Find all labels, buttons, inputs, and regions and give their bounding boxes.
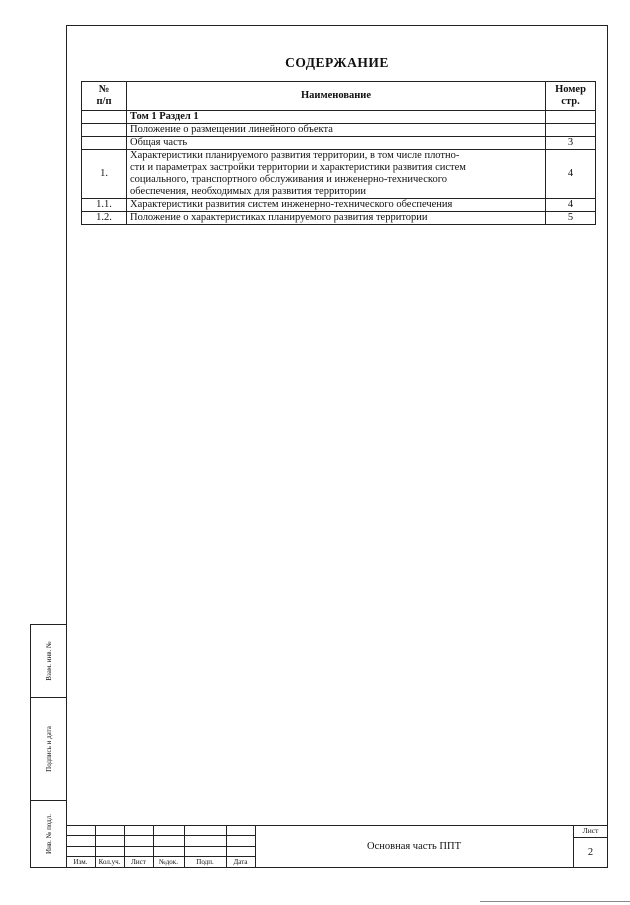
header-num-line2: п/п	[96, 96, 112, 107]
sidebar-inv-podl	[30, 801, 66, 868]
table-header-row	[82, 82, 596, 111]
stamp-col-kol-uch: Кол.уч.	[98, 858, 121, 866]
sidebar-inv-podl-label: Инв. № подл.	[44, 814, 53, 854]
table-row	[82, 212, 596, 225]
stamp-col-izm: Изм.	[73, 858, 88, 866]
stamp-col-list: Лист	[131, 858, 146, 866]
table-row	[82, 111, 596, 124]
header-page-line1: Номер	[555, 84, 586, 95]
stamp-col-data: Дата	[233, 858, 248, 866]
scan-artifact-line	[480, 901, 630, 902]
row-name-line: сти и параметрах застройки территории и характеристики развития систем	[130, 162, 466, 173]
title-block	[66, 825, 608, 868]
page-title: СОДЕРЖАНИЕ	[285, 55, 389, 70]
header-num-line1: №	[98, 84, 110, 95]
row-page: 4	[546, 199, 596, 212]
sidebar-podpis-data-label: Подпись и дата	[44, 726, 53, 772]
row-num	[82, 111, 127, 124]
row-name: Общая часть	[127, 137, 546, 150]
row-page: 5	[546, 212, 596, 225]
header-num	[82, 82, 127, 111]
row-page	[546, 124, 596, 137]
header-name: Наименование	[127, 82, 546, 111]
row-page: 4	[546, 150, 596, 199]
table-row	[82, 199, 596, 212]
header-page	[546, 82, 596, 111]
row-name: Положение о размещении линейного объекта	[127, 124, 546, 137]
row-name-line: Характеристики планируемого развития территории, в том числе плотно-	[130, 150, 460, 161]
table-row	[82, 124, 596, 137]
row-num	[82, 124, 127, 137]
row-name: Характеристики развития систем инженерно-технического обеспечения	[127, 199, 546, 212]
row-page: 3	[546, 137, 596, 150]
sidebar-podpis-data	[30, 698, 66, 801]
stamp-col-ndok: №док.	[159, 858, 178, 866]
row-num	[82, 137, 127, 150]
contents-table	[81, 81, 596, 225]
document-name: Основная часть ППТ	[367, 841, 461, 852]
sidebar-vzam-inv	[30, 624, 66, 698]
sheet-number: 2	[587, 847, 594, 858]
header-page-line2: стр.	[561, 96, 580, 107]
row-num: 1.	[82, 150, 127, 199]
table-row	[82, 150, 596, 199]
left-sidebar-stamp	[30, 624, 66, 868]
row-name-line: социального, транспортного обслуживания и инженерно-технического	[130, 174, 447, 185]
row-name: Том 1 Раздел 1	[127, 111, 546, 124]
stamp-col-podp: Подп.	[196, 858, 214, 866]
row-name: Положение о характеристиках планируемого развития территории	[127, 212, 546, 225]
row-name-line: обеспечения, необходимых для развития территории	[130, 186, 367, 197]
row-num: 1.1.	[82, 199, 127, 212]
table-row	[82, 137, 596, 150]
row-page	[546, 111, 596, 124]
sidebar-vzam-inv-label: Взам. инв. №	[44, 641, 53, 681]
row-name	[127, 150, 546, 199]
row-num: 1.2.	[82, 212, 127, 225]
sheet-label: Лист	[582, 826, 599, 835]
